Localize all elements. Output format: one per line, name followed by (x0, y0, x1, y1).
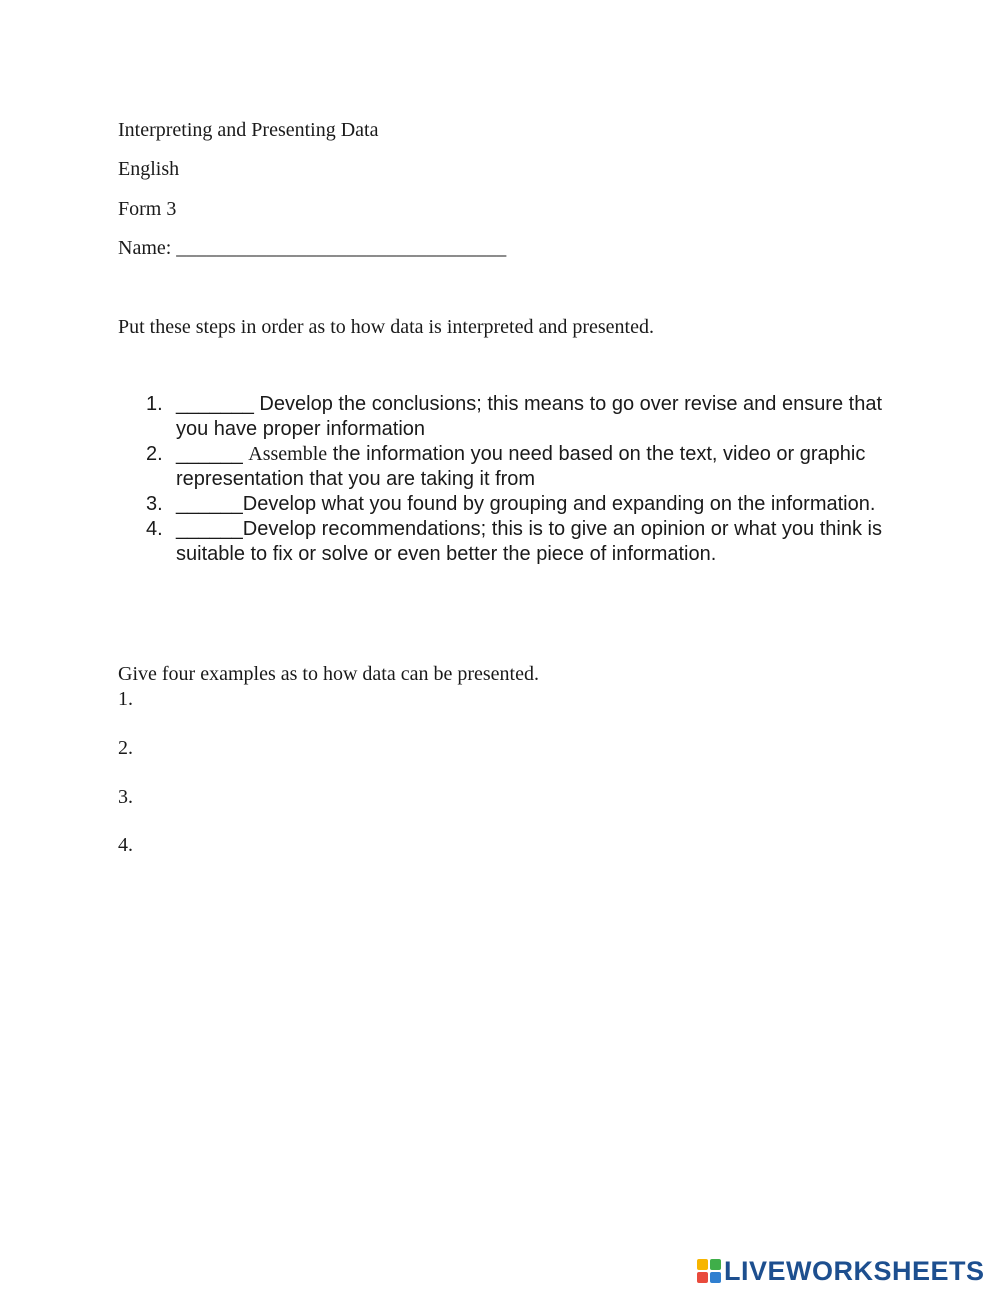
answer-line[interactable]: 1. (118, 688, 133, 710)
subject-label: English (118, 158, 180, 180)
step-text: Develop the conclusions; this means to go over revise and ensure that you have proper information (176, 393, 883, 440)
answer-line[interactable]: 2. (118, 737, 133, 759)
examples-instruction: Give four examples as to how data can be presented. (118, 663, 539, 685)
step-text: Develop what you found by grouping and expanding on the information. (242, 493, 876, 515)
step-item (146, 392, 906, 442)
logo-blocks-icon (697, 1259, 721, 1283)
form-label: Form 3 (118, 198, 177, 220)
ordering-instruction: Put these steps in order as to how data is interpreted and presented. (118, 316, 654, 338)
step-blank[interactable]: ______ (176, 443, 249, 465)
name-field[interactable]: Name: _________________________________ (118, 237, 507, 259)
logo-text: LIVEWORKSHEETS (724, 1255, 985, 1286)
liveworksheets-logo (697, 1256, 985, 1286)
answer-line[interactable]: 3. (118, 786, 133, 808)
worksheet-title: Interpreting and Presenting Data (118, 119, 379, 141)
step-blank[interactable]: ______ (176, 493, 243, 515)
step-blank[interactable]: ______ (176, 518, 243, 540)
step-number: 3. (146, 493, 163, 515)
ordering-steps-list (146, 392, 906, 567)
step-number: 4. (146, 518, 163, 540)
step-number: 1. (146, 393, 163, 415)
step-item (146, 442, 906, 492)
logo-block (697, 1272, 708, 1283)
answer-line[interactable]: 4. (118, 834, 133, 856)
step-number: 2. (146, 443, 163, 465)
logo-block (710, 1272, 721, 1283)
step-text: the information you need based on the text, video or graphic representation that you are taking it from (176, 443, 866, 490)
step-item (146, 517, 906, 567)
logo-block (710, 1259, 721, 1270)
step-item (146, 492, 906, 517)
step-keyword: Assemble (248, 443, 328, 465)
step-blank[interactable]: _______ (176, 393, 254, 415)
step-text: Develop recommendations; this is to give an opinion or what you think is suitable to fix or solve or even better the piece of information. (176, 518, 882, 565)
logo-block (697, 1259, 708, 1270)
